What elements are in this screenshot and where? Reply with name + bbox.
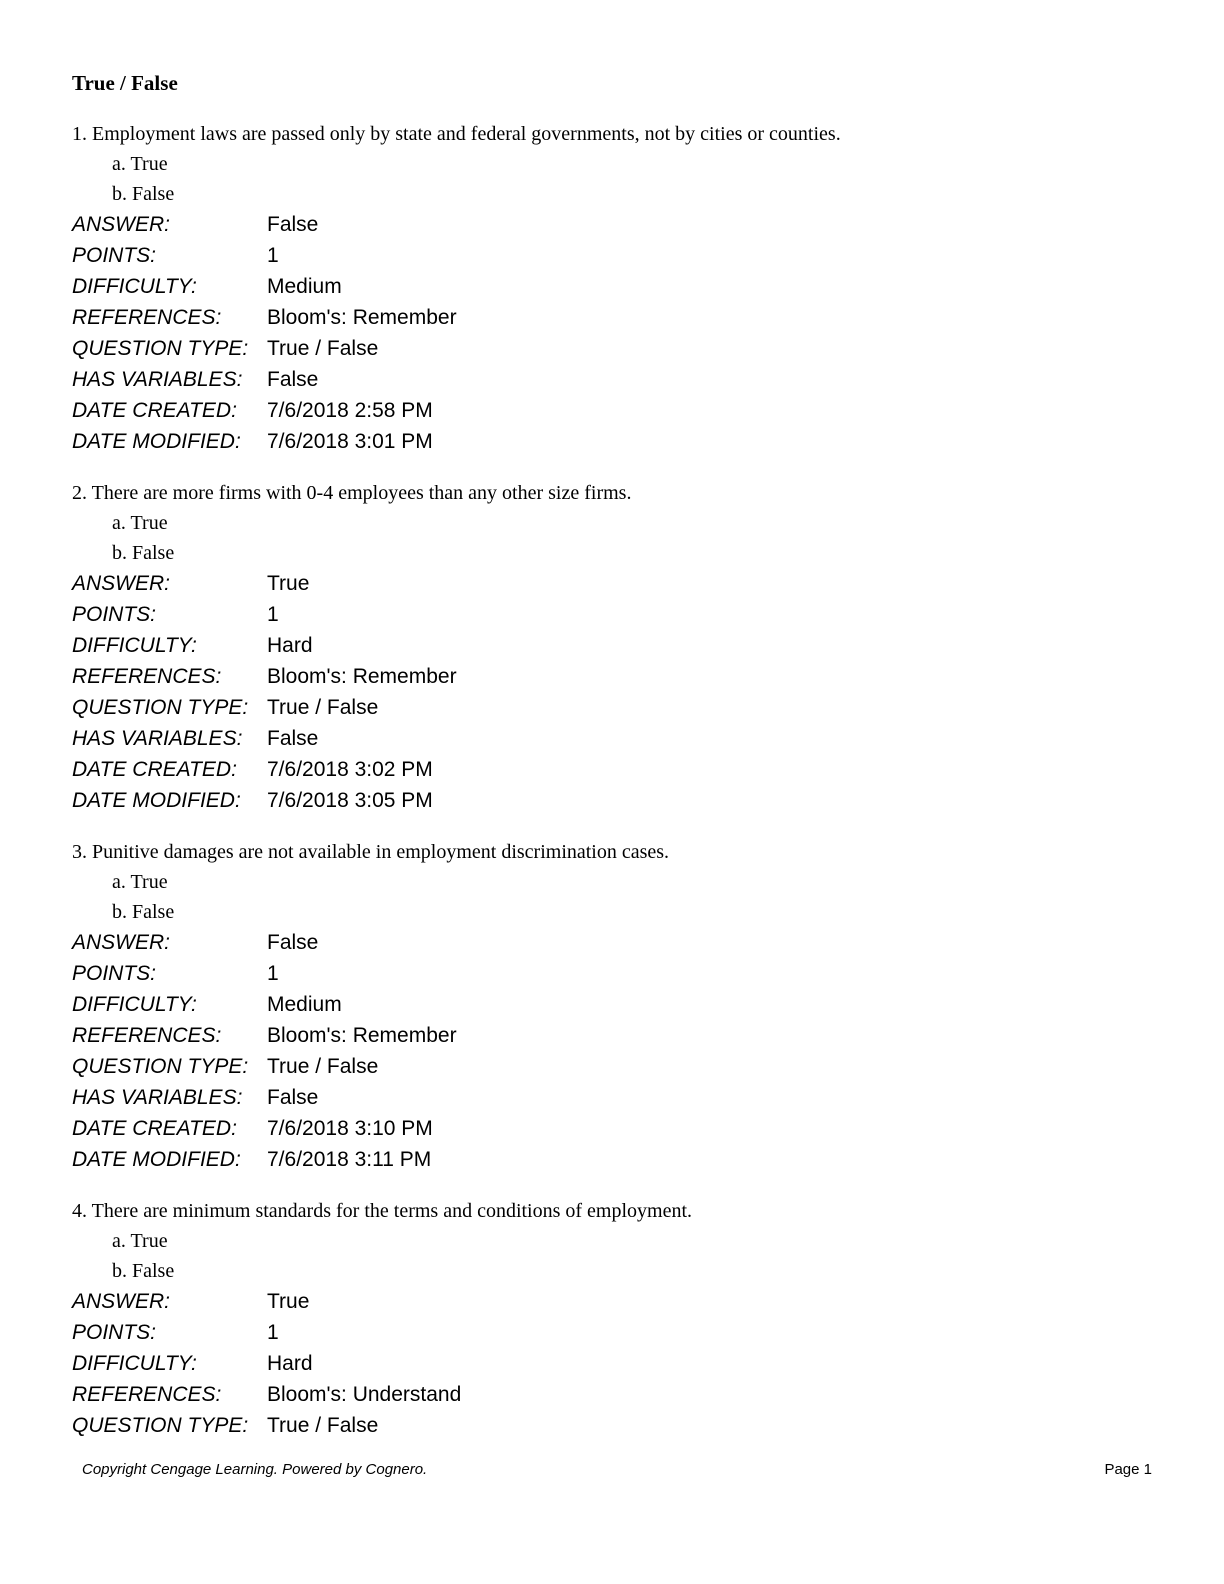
answer-row (72, 568, 1162, 599)
has-variables-row (72, 1082, 1162, 1113)
answer-label: ANSWER: (72, 1290, 171, 1313)
difficulty-value: Hard (267, 634, 313, 657)
question-type-label: QUESTION TYPE: (72, 1055, 249, 1078)
date-created-row (72, 395, 1162, 426)
option-b: b. False (112, 542, 175, 564)
references-value: Bloom's: Understand (267, 1383, 462, 1406)
has-variables-value: False (267, 368, 319, 391)
date-modified-value: 7/6/2018 3:11 PM (267, 1148, 432, 1171)
difficulty-label: DIFFICULTY: (72, 1352, 197, 1375)
references-label: REFERENCES: (72, 1383, 222, 1406)
date-created-value: 7/6/2018 3:02 PM (267, 758, 433, 781)
question-type-value: True / False (267, 1414, 379, 1437)
references-row (72, 302, 1162, 333)
points-value: 1 (267, 962, 279, 985)
references-value: Bloom's: Remember (267, 665, 457, 688)
has-variables-row (72, 723, 1162, 754)
option-a: a. True (112, 512, 168, 534)
section-title: True / False (72, 71, 178, 95)
question-type-label: QUESTION TYPE: (72, 696, 249, 719)
answer-row (72, 209, 1162, 240)
date-modified-row (72, 785, 1162, 816)
document-page (72, 68, 1162, 1462)
has-variables-row (72, 364, 1162, 395)
question-type-row (72, 1051, 1162, 1082)
question-type-label: QUESTION TYPE: (72, 337, 249, 360)
points-label: POINTS: (72, 1321, 157, 1344)
references-label: REFERENCES: (72, 1024, 222, 1047)
copyright-text: Copyright Cengage Learning. Powered by Cognero. (82, 1461, 428, 1478)
difficulty-value: Medium (267, 993, 342, 1016)
question-text: 1. Employment laws are passed only by state and federal governments, not by cities or counties. (72, 123, 841, 145)
difficulty-label: DIFFICULTY: (72, 634, 197, 657)
date-modified-value: 7/6/2018 3:05 PM (267, 789, 433, 812)
difficulty-row (72, 271, 1162, 302)
question-block (72, 1196, 1162, 1441)
points-label: POINTS: (72, 603, 157, 626)
points-row (72, 599, 1162, 630)
references-value: Bloom's: Remember (267, 1024, 457, 1047)
question-type-row (72, 1410, 1162, 1441)
question-block (72, 119, 1162, 457)
difficulty-value: Medium (267, 275, 342, 298)
question-type-value: True / False (267, 1055, 379, 1078)
question-type-value: True / False (267, 696, 379, 719)
has-variables-value: False (267, 727, 319, 750)
has-variables-label: HAS VARIABLES: (72, 368, 243, 391)
question-text: 2. There are more firms with 0-4 employees than any other size firms. (72, 482, 632, 504)
question-type-row (72, 333, 1162, 364)
date-created-label: DATE CREATED: (72, 1117, 237, 1140)
date-modified-label: DATE MODIFIED: (72, 1148, 241, 1171)
references-value: Bloom's: Remember (267, 306, 457, 329)
references-label: REFERENCES: (72, 665, 222, 688)
option-a: a. True (112, 871, 168, 893)
option-b: b. False (112, 183, 175, 205)
difficulty-label: DIFFICULTY: (72, 275, 197, 298)
date-created-value: 7/6/2018 2:58 PM (267, 399, 433, 422)
references-row (72, 661, 1162, 692)
date-created-value: 7/6/2018 3:10 PM (267, 1117, 433, 1140)
answer-label: ANSWER: (72, 931, 171, 954)
has-variables-label: HAS VARIABLES: (72, 1086, 243, 1109)
date-created-row (72, 754, 1162, 785)
points-value: 1 (267, 1321, 279, 1344)
date-created-label: DATE CREATED: (72, 758, 237, 781)
points-value: 1 (267, 603, 279, 626)
answer-value: False (267, 931, 319, 954)
question-type-label: QUESTION TYPE: (72, 1414, 249, 1437)
points-row (72, 958, 1162, 989)
answer-row (72, 927, 1162, 958)
has-variables-label: HAS VARIABLES: (72, 727, 243, 750)
date-modified-row (72, 426, 1162, 457)
page-footer (82, 1458, 1152, 1482)
answer-label: ANSWER: (72, 213, 171, 236)
option-b: b. False (112, 901, 175, 923)
points-label: POINTS: (72, 962, 157, 985)
date-modified-row (72, 1144, 1162, 1175)
points-row (72, 1317, 1162, 1348)
date-created-label: DATE CREATED: (72, 399, 237, 422)
question-block (72, 837, 1162, 1175)
option-a: a. True (112, 153, 168, 175)
question-text: 3. Punitive damages are not available in employment discrimination cases. (72, 841, 670, 863)
question-type-value: True / False (267, 337, 379, 360)
date-modified-label: DATE MODIFIED: (72, 430, 241, 453)
date-modified-value: 7/6/2018 3:01 PM (267, 430, 433, 453)
difficulty-value: Hard (267, 1352, 313, 1375)
date-modified-label: DATE MODIFIED: (72, 789, 241, 812)
answer-value: True (267, 1290, 310, 1313)
difficulty-row (72, 989, 1162, 1020)
points-value: 1 (267, 244, 279, 267)
date-created-row (72, 1113, 1162, 1144)
answer-value: True (267, 572, 310, 595)
option-a: a. True (112, 1230, 168, 1252)
references-row (72, 1379, 1162, 1410)
references-row (72, 1020, 1162, 1051)
difficulty-label: DIFFICULTY: (72, 993, 197, 1016)
page-number: Page 1 (1104, 1461, 1152, 1478)
question-type-row (72, 692, 1162, 723)
references-label: REFERENCES: (72, 306, 222, 329)
points-row (72, 240, 1162, 271)
question-text: 4. There are minimum standards for the terms and conditions of employment. (72, 1200, 693, 1222)
answer-label: ANSWER: (72, 572, 171, 595)
points-label: POINTS: (72, 244, 157, 267)
question-block (72, 478, 1162, 816)
difficulty-row (72, 1348, 1162, 1379)
has-variables-value: False (267, 1086, 319, 1109)
option-b: b. False (112, 1260, 175, 1282)
answer-row (72, 1286, 1162, 1317)
difficulty-row (72, 630, 1162, 661)
answer-value: False (267, 213, 319, 236)
